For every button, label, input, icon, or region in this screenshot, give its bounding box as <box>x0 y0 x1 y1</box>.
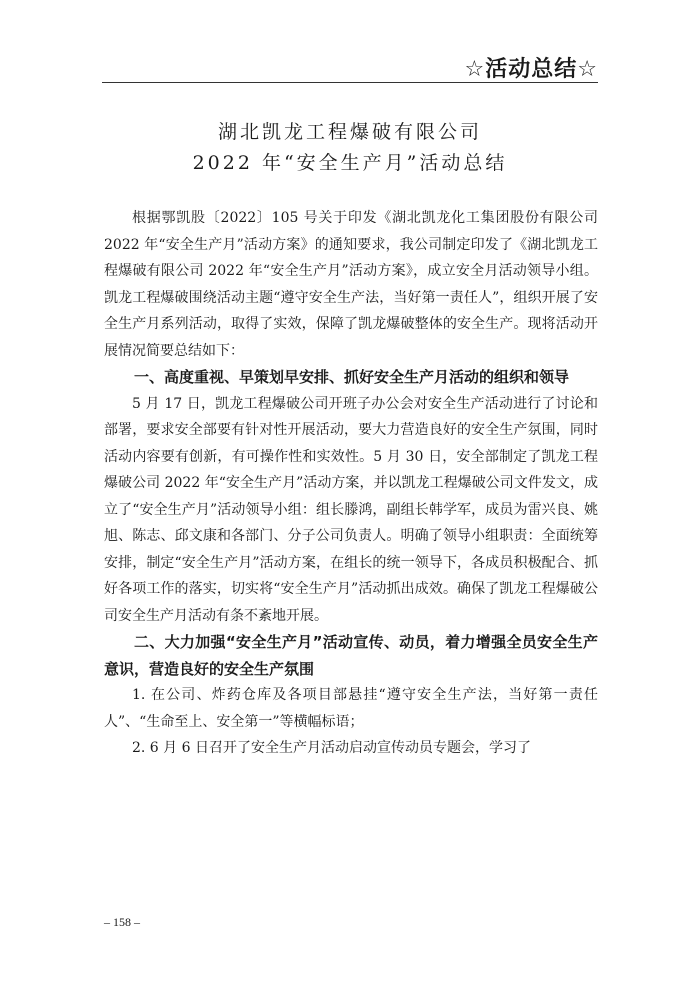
section-2-item-1: 1. 在公司、炸药仓库及各项目部悬挂“遵守安全生产法，当好第一责任人”、“生命至上、安全第一”等横幅标语； <box>104 687 598 730</box>
section-2-item-2: 2. 6 月 6 日召开了安全生产月活动启动宣传动员专题会，学习了 <box>132 740 531 756</box>
header-divider <box>102 82 598 83</box>
intro-paragraph: 根据鄂凯股〔2022〕105 号关于印发《湖北凯龙化工集团股份有限公司 2022 年“安全生产月”活动方案》的通知要求，我公司制定印发了《湖北凯龙工程爆破有限公司 2022 年“安全生产月”活动方案》，成立安全月活动领导小组。凯龙工程爆破围绕活动主题“遵守安全生产法，当好第一责任人”，组织开展了安全生产月系列活动，取得了实效，保障了凯龙爆破整体的安全生产。现将活动开展情况简要总结如下： <box>104 210 598 359</box>
section-heading-1: 一、高度重视、早策划早安排、抓好安全生产月活动的组织和领导 <box>134 368 570 386</box>
document-body <box>104 205 598 762</box>
page-number: – 158 – <box>104 915 140 929</box>
document-title-subject: 2022 年“安全生产月”活动总结 <box>192 152 508 174</box>
section-1-paragraph: 5 月 17 日，凯龙工程爆破公司开班子办公会对安全生产活动进行了讨论和部署，要求安全部要有针对性开展活动，要大力营造良好的安全生产氛围，同时活动内容要有创新，有可操作性和实效性。5 月 30 日，安全部制定了凯龙工程爆破公司 2022 年“安全生产月”活动方案，并以凯龙工程爆破公司文件发文，成立了“安全生产月”活动领导小组：组长滕鸿，副组长韩学军，成员为雷兴良、姚旭、陈志、邱文康和各部门、分子公司负责人。明确了领导小组职责：全面统筹安排，制定“安全生产月”活动方案，在组长的统一领导下，各成员积极配合、抓好各项工作的落实，切实将“安全生产月”活动抓出成效。确保了凯龙工程爆破公司安全生产月活动有条不紊地开展。 <box>104 395 598 624</box>
document-title-company: 湖北凯龙工程爆破有限公司 <box>217 121 482 143</box>
section-heading-2: 二、大力加强“安全生产月”活动宣传、动员，着力增强全员安全生产意识，营造良好的安全生产氛围 <box>104 633 598 678</box>
header-title: ☆活动总结☆ <box>464 57 598 82</box>
